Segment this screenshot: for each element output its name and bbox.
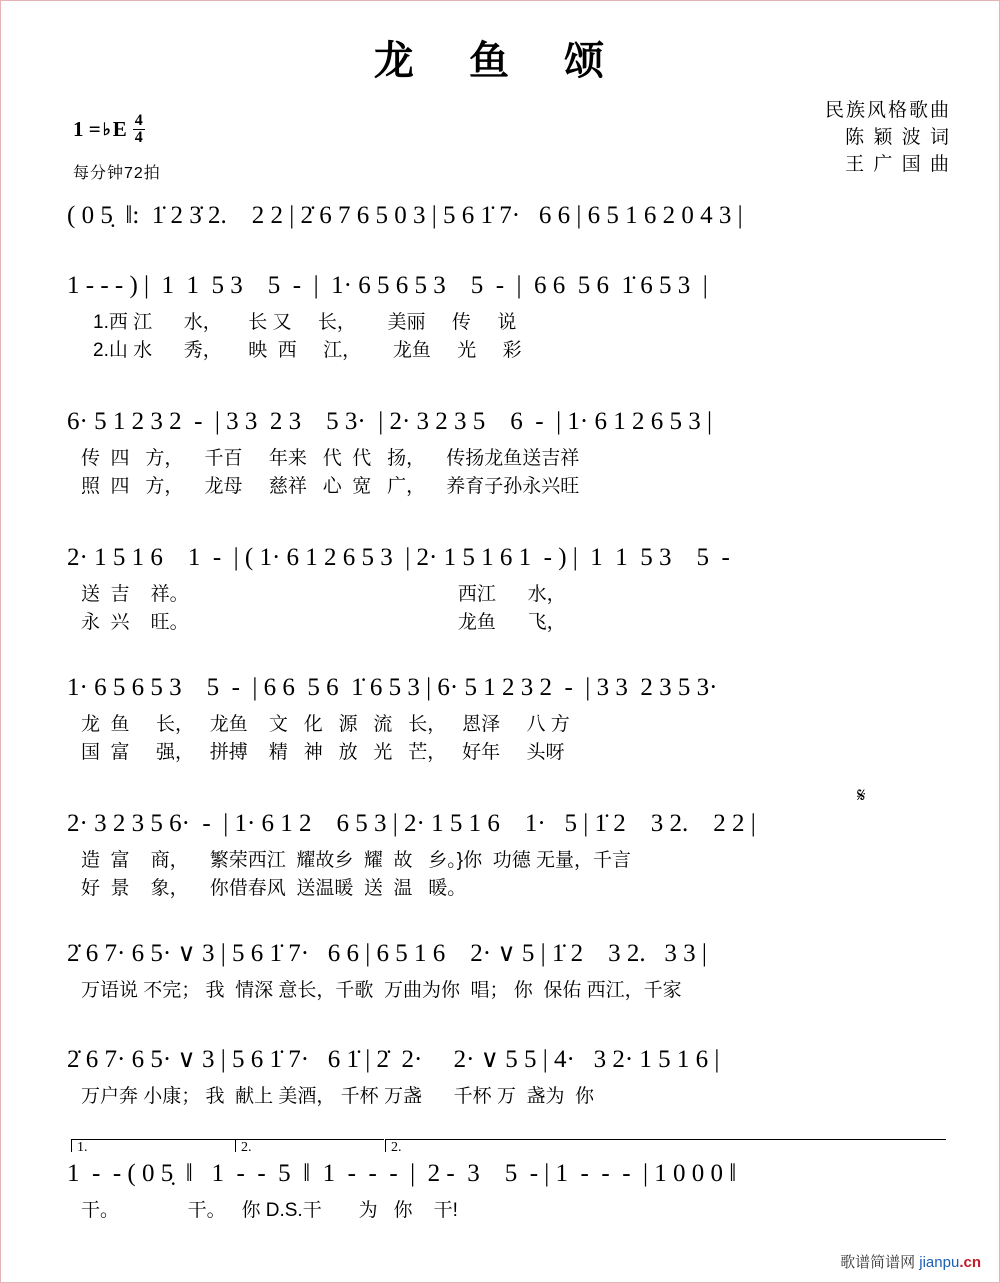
flat-icon: ♭ <box>102 119 111 139</box>
volta-label-1: 1. <box>77 1140 88 1155</box>
volta-bracket-1 <box>71 1139 236 1152</box>
lyric-line-1: 传 四 方， 千百 年来 代 代 扬， 传扬龙鱼送吉祥 <box>81 448 580 469</box>
volta-label-2: 2. <box>241 1140 252 1155</box>
lyric-line-1: 万户奔 小康； 我 献上 美酒， 千杯 万盏 千杯 万 盏为 你 <box>81 1086 595 1107</box>
music-system-7 <box>67 931 947 1005</box>
note-row: 2· 3 2 3 5 6· - | 1· 6 1 2 6 5 3 | 2· 1 5 1 6 1· 5 | 1̇ 2 3 2. 2 2 | <box>67 810 756 837</box>
lyric-line-1: 万语说 不完； 我 情深 意长，千歌 万曲为你 唱； 你 保佑 西江，千家 <box>81 980 682 1001</box>
note-row: 2· 1 5 1 6 1 - | ( 1· 6 1 2 6 5 3 | 2· 1 5 1 6 1 - ) | 1 1 5 3 5 - <box>67 544 730 571</box>
lyric-line-2: 照 四 方， 龙母 慈祥 心 宽 广， 养育子孙永兴旺 <box>81 476 580 497</box>
music-system-8 <box>67 1037 947 1111</box>
music-system-3 <box>67 399 947 501</box>
music-system-2 <box>67 263 947 365</box>
watermark-tld: .cn <box>959 1254 981 1271</box>
music-system-5 <box>67 665 947 767</box>
volta-label-3: 2. <box>391 1140 402 1155</box>
lyric-line-1: 龙 鱼 长， 龙鱼 文 化 源 流 长， 恩泽 八 方 <box>81 714 570 735</box>
watermark <box>840 1251 981 1272</box>
note-row: 1 - - ( 0 5̣ ‖ 1 - - 5 ‖ 1 - - - | 2 - 3 5 - | 1 - - - | 1 0 0 0 ‖ <box>67 1160 737 1187</box>
watermark-cn: 歌谱简谱网 <box>840 1254 916 1271</box>
volta-bracket-2 <box>235 1139 384 1152</box>
key-signature-block <box>73 113 161 183</box>
time-signature <box>133 113 145 146</box>
lyric-line-2: 好 景 象， 你借春风 送温暖 送 温 暖。 <box>81 878 467 899</box>
note-row: 6· 5 1 2 3 2 - | 3 3 2 3 5 3· | 2· 3 2 3 5 6 - | 1· 6 1 2 6 5 3 | <box>67 408 712 435</box>
note-row: 1· 6 5 6 5 3 5 - | 6 6 5 6 1̇ 6 5 3 | 6· 5 1 2 3 2 - | 3 3 2 3 5 3· <box>67 674 718 701</box>
lyric-line-2: 国 富 强， 拼搏 精 神 放 光 芒， 好年 头呀 <box>81 742 565 763</box>
lyric-line-1: 送 吉 祥。 西江 水， <box>81 584 566 605</box>
note-row: 2̇ 6 7· 6 5· ∨ 3 | 5 6 1̇ 7· 6 6 | 6 5 1 6 2· ∨ 5 | 1̇ 2 3 2. 3 3 | <box>67 940 707 967</box>
music-system-4 <box>67 535 947 637</box>
music-system-6 <box>67 785 947 903</box>
key-note: E <box>112 117 127 141</box>
key-signature <box>73 113 161 146</box>
lyric-line-1: 造 富 商， 繁荣西江 耀故乡 耀 故 乡。}你 功德 无量，千言 <box>81 850 631 871</box>
note-row: 2̇ 6 7· 6 5· ∨ 3 | 5 6 1̇ 7· 6 1̇ | 2̇ 2· 2· ∨ 5 5 | 4· 3 2· 1 5 1 6 | <box>67 1046 720 1073</box>
lyric-line-1: 1.西 江 水， 长 又 长， 美丽 传 说 <box>93 312 517 333</box>
lyric-line-2: 永 兴 旺。 龙鱼 飞， <box>81 612 566 633</box>
note-row: ( 0 5̣ ‖: 1̇ 2 3̇ 2. 2 2 | 2̇ 6 7 6 5 0 3 | 5 6 1̇ 7· 6 6 | 6 5 1 6 2 0 4 3 | <box>67 202 743 229</box>
credit-genre: 民族风格歌曲 <box>824 100 951 121</box>
lyric-line-1: 干。 干。 你 D.S.干 为 你 干! <box>81 1200 458 1221</box>
key-prefix: 1 = <box>73 117 101 141</box>
credits-block <box>825 97 951 178</box>
segno-icon: 𝄋 <box>857 785 866 807</box>
time-signature-numerator: 4 <box>134 112 143 129</box>
volta-bracket-3 <box>385 1139 946 1152</box>
tempo-marking: 每分钟72拍 <box>73 165 161 182</box>
watermark-site: jianpu <box>919 1254 960 1271</box>
music-system-9 <box>67 1137 947 1225</box>
time-signature-denominator: 4 <box>134 129 143 146</box>
note-row: 1 - - - ) | 1 1 5 3 5 - | 1· 6 5 6 5 3 5 - | 6 6 5 6 1̇ 6 5 3 | <box>67 272 708 299</box>
credit-lyricist: 陈 颖 波 词 <box>845 127 951 148</box>
music-system-1 <box>67 193 947 239</box>
lyric-line-2: 2.山 水 秀， 映 西 江， 龙鱼 光 彩 <box>93 340 522 361</box>
page-title: 龙 鱼 颂 <box>373 39 627 83</box>
credit-composer: 王 广 国 曲 <box>845 154 951 175</box>
